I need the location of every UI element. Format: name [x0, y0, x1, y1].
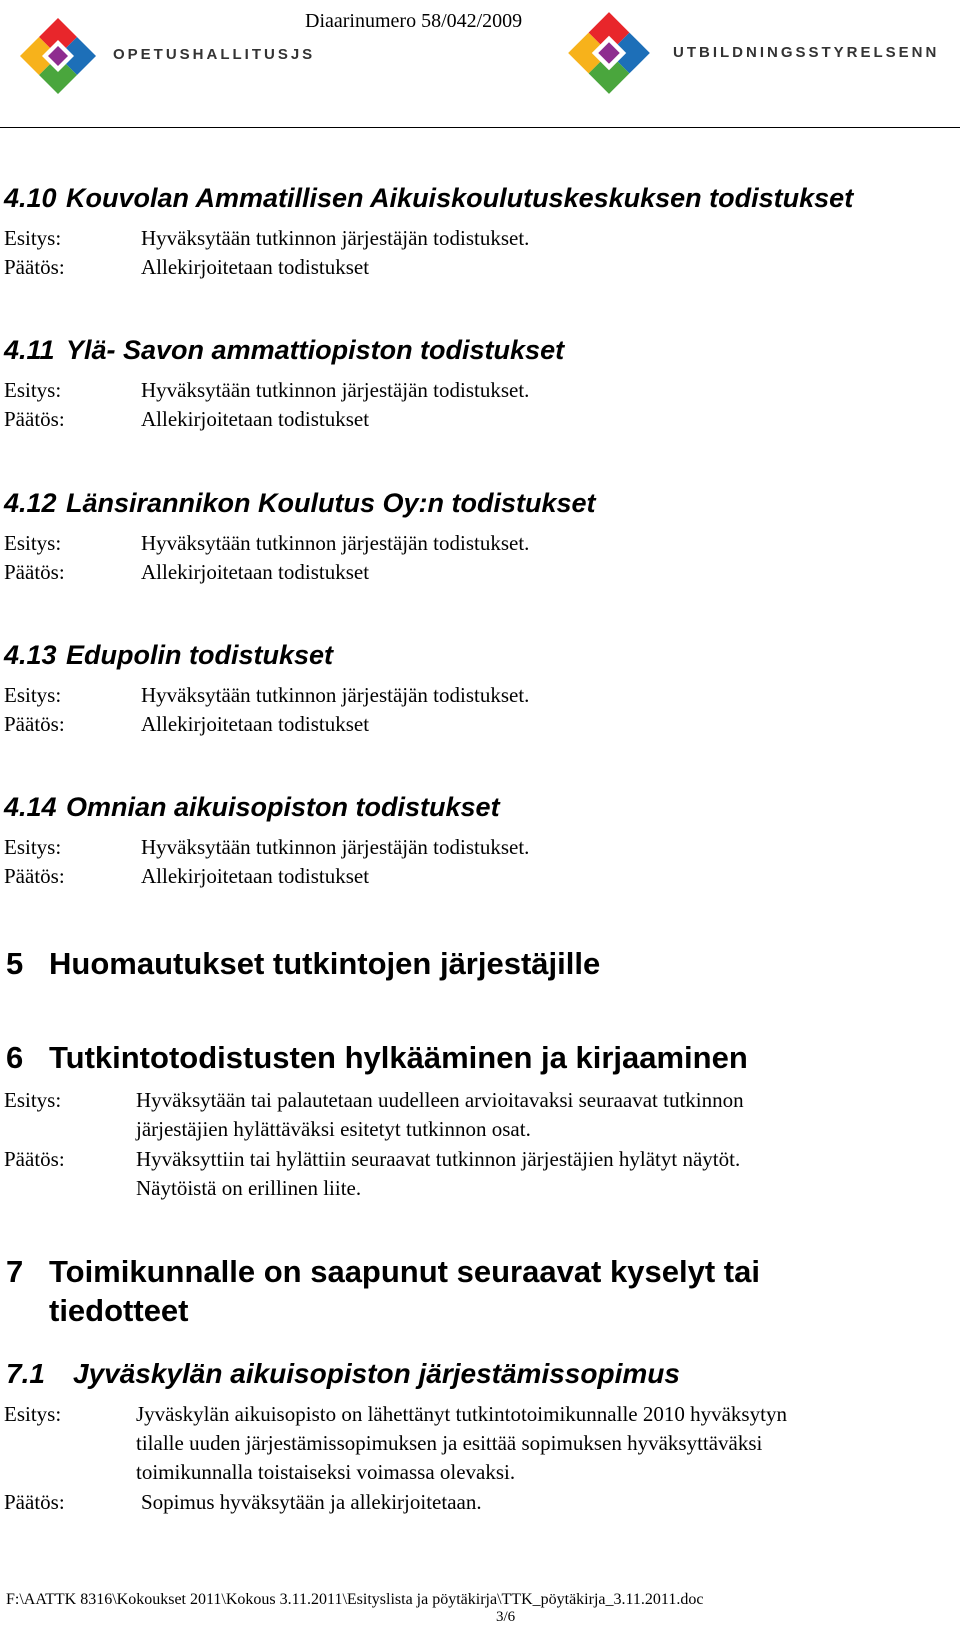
esitys-text: Hyväksytään tutkinnon järjestäjän todistukset.: [141, 683, 530, 707]
esitys-text-line-1: Jyväskylän aikuisopisto on lähettänyt tutkintotoimikunnalle 2010 hyväksytyn: [136, 1402, 787, 1426]
paatos-text: Allekirjoitetaan todistukset: [141, 407, 370, 431]
esitys-text-line-3: toimikunnalla toistaiseksi voimassa olevaksi.: [136, 1460, 516, 1484]
section-heading-4-11: 4.11 Ylä- Savon ammattiopiston todistukset: [4, 335, 565, 365]
paatos-text: Allekirjoitetaan todistukset: [141, 560, 370, 584]
section-heading-4-12: 4.12 Länsirannikon Koulutus Oy:n todistukset: [4, 488, 596, 518]
logo-right-text: UTBILDNINGSSTYRELSENN: [673, 44, 940, 61]
esitys-label: Esitys:: [4, 1402, 62, 1426]
logo-left-text: OPETUSHALLITUSJS: [113, 46, 316, 63]
section-heading-5: 5 Huomautukset tutkintojen järjestäjille: [6, 946, 601, 981]
esitys-label: Esitys:: [4, 378, 62, 402]
esitys-text-line-1: Hyväksytään tai palautetaan uudelleen arvioitavaksi seuraavat tutkinnon: [136, 1088, 744, 1112]
esitys-text: Hyväksytään tutkinnon järjestäjän todistukset.: [141, 531, 530, 555]
esitys-label: Esitys:: [4, 683, 62, 707]
section-heading-7-1: 7.1 Jyväskylän aikuisopiston järjestämissopimus: [6, 1358, 680, 1389]
paatos-text: Allekirjoitetaan todistukset: [141, 255, 370, 279]
esitys-text: Hyväksytään tutkinnon järjestäjän todistukset.: [141, 226, 530, 250]
paatos-label: Päätös:: [4, 1147, 65, 1171]
paatos-text-line-1: Hyväksyttiin tai hylättiin seuraavat tutkinnon järjestäjien hylätyt näytöt.: [136, 1147, 741, 1171]
section-heading-4-10: 4.10 Kouvolan Ammatillisen Aikuiskoulutuskeskuksen todistukset: [4, 183, 854, 213]
paatos-text: Sopimus hyväksytään ja allekirjoitetaan.: [141, 1490, 482, 1514]
section-heading-4-14: 4.14 Omnian aikuisopiston todistukset: [4, 792, 500, 822]
esitys-text: Hyväksytään tutkinnon järjestäjän todistukset.: [141, 378, 530, 402]
section-heading-7: 7 Toimikunnalle on saapunut seuraavat kyselyt tai: [6, 1254, 760, 1289]
section-heading-7-line-2: tiedotteet: [49, 1293, 189, 1328]
paatos-label: Päätös:: [4, 560, 65, 584]
paatos-label: Päätös:: [4, 864, 65, 888]
header-divider: [0, 127, 960, 128]
paatos-label: Päätös:: [4, 407, 65, 431]
esitys-label: Esitys:: [4, 531, 62, 555]
diaarinumero: Diaarinumero 58/042/2009: [305, 10, 523, 32]
footer-file-path: F:\AATTK 8316\Kokoukset 2011\Kokous 3.11.2011\Esityslista ja pöytäkirja\TTK_pöytäkirja_3.11.2011.doc: [6, 1591, 704, 1608]
section-heading-6: 6 Tutkintotodistusten hylkääminen ja kirjaaminen: [6, 1040, 748, 1075]
esitys-label: Esitys:: [4, 1088, 62, 1112]
paatos-text: Allekirjoitetaan todistukset: [141, 864, 370, 888]
paatos-label: Päätös:: [4, 255, 65, 279]
page-number: 3/6: [496, 1609, 516, 1625]
esitys-text-line-2: tilalle uuden järjestämissopimuksen ja esittää sopimuksen hyväksyttäväksi: [136, 1431, 763, 1455]
esitys-text-line-2: järjestäjien hylättäväksi esitetyt tutkinnon osat.: [136, 1117, 531, 1141]
paatos-label: Päätös:: [4, 1490, 65, 1514]
utbildningsstyrelsen-logo-icon: [566, 10, 652, 96]
paatos-text-line-2: Näytöistä on erillinen liite.: [136, 1176, 362, 1200]
paatos-label: Päätös:: [4, 712, 65, 736]
paatos-text: Allekirjoitetaan todistukset: [141, 712, 370, 736]
opetushallitus-logo-icon: [18, 16, 98, 96]
esitys-label: Esitys:: [4, 835, 62, 859]
esitys-label: Esitys:: [4, 226, 62, 250]
esitys-text: Hyväksytään tutkinnon järjestäjän todistukset.: [141, 835, 530, 859]
section-heading-4-13: 4.13 Edupolin todistukset: [4, 640, 333, 670]
